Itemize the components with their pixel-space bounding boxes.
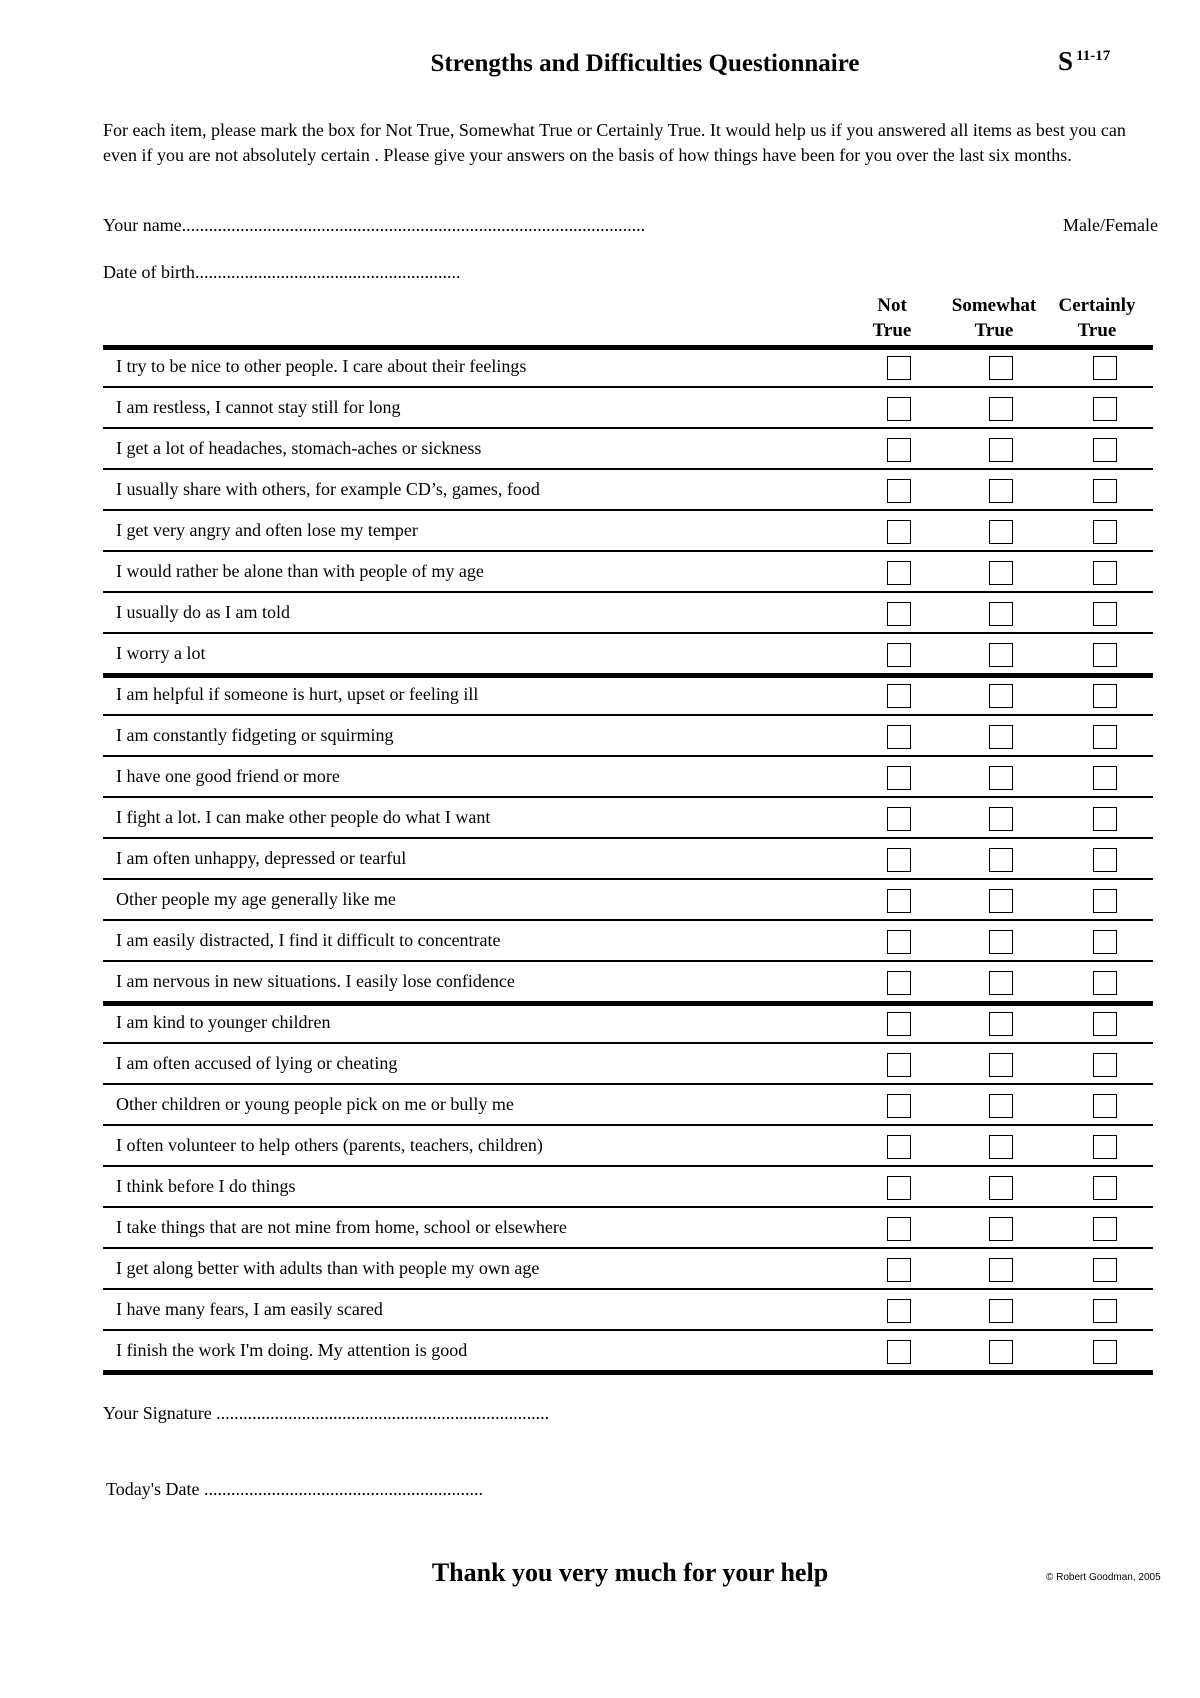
checkbox-somewhat-true[interactable] (989, 438, 1013, 462)
row-divider (103, 796, 1153, 798)
row-divider (103, 550, 1153, 552)
item-text: I think before I do things (116, 1176, 296, 1196)
item-text: I worry a lot (116, 643, 206, 663)
checkbox-certainly-true[interactable] (1093, 479, 1117, 503)
checkbox-certainly-true[interactable] (1093, 725, 1117, 749)
checkbox-not-true[interactable] (887, 1258, 911, 1282)
item-text: I often volunteer to help others (parents, teachers, children) (116, 1135, 543, 1155)
row-divider (103, 591, 1153, 593)
row-divider (103, 386, 1153, 388)
column-header-somewhat-true (934, 293, 1054, 343)
column-header-line1: Somewhat (951, 295, 1037, 316)
checkbox-not-true[interactable] (887, 602, 911, 626)
column-header-certainly-true (1037, 293, 1157, 343)
row-divider (103, 1247, 1153, 1249)
row-divider (103, 1042, 1153, 1044)
item-text: I am easily distracted, I find it difficult to concentrate (116, 930, 501, 950)
item-text: I get a lot of headaches, stomach-aches or sickness (116, 438, 482, 458)
checkbox-somewhat-true[interactable] (989, 479, 1013, 503)
checkbox-not-true[interactable] (887, 479, 911, 503)
checkbox-somewhat-true[interactable] (989, 1135, 1013, 1159)
item-text: I get very angry and often lose my temper (116, 520, 418, 540)
checkbox-certainly-true[interactable] (1093, 643, 1117, 667)
column-header-line1: Not (877, 295, 907, 316)
item-text: I usually share with others, for example CD’s, games, food (116, 479, 540, 499)
item-text: I am often unhappy, depressed or tearful (116, 848, 407, 868)
row-divider (103, 1083, 1153, 1085)
row-divider (103, 755, 1153, 757)
checkbox-somewhat-true[interactable] (989, 807, 1013, 831)
item-text: Other people my age generally like me (116, 889, 396, 909)
checkbox-not-true[interactable] (887, 1176, 911, 1200)
checkbox-not-true[interactable] (887, 807, 911, 831)
checkbox-somewhat-true[interactable] (989, 1176, 1013, 1200)
row-divider (103, 1001, 1153, 1006)
signature-field[interactable]: Your Signature .......................................................................... (103, 1403, 550, 1423)
checkbox-not-true[interactable] (887, 1299, 911, 1323)
page-title: Strengths and Difficulties Questionnaire (430, 50, 860, 77)
row-divider (103, 1165, 1153, 1167)
gender-field[interactable]: Male/Female (1063, 215, 1158, 235)
row-divider (103, 919, 1153, 921)
checkbox-not-true[interactable] (887, 889, 911, 913)
checkbox-somewhat-true[interactable] (989, 561, 1013, 585)
checkbox-somewhat-true[interactable] (989, 930, 1013, 954)
checkbox-somewhat-true[interactable] (989, 848, 1013, 872)
checkbox-somewhat-true[interactable] (989, 602, 1013, 626)
row-divider (103, 1124, 1153, 1126)
checkbox-certainly-true[interactable] (1093, 1340, 1117, 1364)
checkbox-not-true[interactable] (887, 848, 911, 872)
item-text: I would rather be alone than with people of my age (116, 561, 484, 581)
row-divider (103, 509, 1153, 511)
checkbox-not-true[interactable] (887, 520, 911, 544)
date-field[interactable]: Today's Date .............................................................. (106, 1479, 483, 1499)
checkbox-certainly-true[interactable] (1093, 561, 1117, 585)
checkbox-not-true[interactable] (887, 397, 911, 421)
thank-you-message: Thank you very much for your help (431, 1558, 829, 1587)
checkbox-not-true[interactable] (887, 930, 911, 954)
item-text: I am helpful if someone is hurt, upset or feeling ill (116, 684, 479, 704)
checkbox-somewhat-true[interactable] (989, 643, 1013, 667)
item-text: I am constantly fidgeting or squirming (116, 725, 394, 745)
column-header-line1: Certainly (1058, 295, 1136, 316)
item-text: I take things that are not mine from home, school or elsewhere (116, 1217, 567, 1237)
row-divider (103, 632, 1153, 634)
age-range: 11-17 (1076, 48, 1111, 64)
checkbox-certainly-true[interactable] (1093, 520, 1117, 544)
column-header-line2: True (872, 320, 912, 341)
checkbox-certainly-true[interactable] (1093, 1135, 1117, 1159)
checkbox-not-true[interactable] (887, 971, 911, 995)
item-text: I am kind to younger children (116, 1012, 331, 1032)
name-field[interactable]: Your name....................................................................................................... (103, 215, 646, 235)
item-text: I get along better with adults than with people my own age (116, 1258, 540, 1278)
checkbox-not-true[interactable] (887, 356, 911, 380)
checkbox-not-true[interactable] (887, 1340, 911, 1364)
dob-field[interactable]: Date of birth........................................................... (103, 262, 461, 282)
checkbox-somewhat-true[interactable] (989, 1053, 1013, 1077)
checkbox-not-true[interactable] (887, 1135, 911, 1159)
item-text: I fight a lot. I can make other people do what I want (116, 807, 491, 827)
checkbox-certainly-true[interactable] (1093, 971, 1117, 995)
questionnaire-table (103, 345, 1153, 1375)
checkbox-certainly-true[interactable] (1093, 1176, 1117, 1200)
row-divider (103, 837, 1153, 839)
row-divider (103, 1370, 1153, 1375)
checkbox-certainly-true[interactable] (1093, 807, 1117, 831)
copyright: © Robert Goodman, 2005 (1046, 1572, 1161, 1583)
checkbox-somewhat-true[interactable] (989, 397, 1013, 421)
checkbox-not-true[interactable] (887, 1053, 911, 1077)
checkbox-somewhat-true[interactable] (989, 971, 1013, 995)
item-text: I am restless, I cannot stay still for long (116, 397, 401, 417)
item-text: Other children or young people pick on me or bully me (116, 1094, 514, 1114)
checkbox-certainly-true[interactable] (1093, 1094, 1117, 1118)
item-text: I finish the work I'm doing. My attention is good (116, 1340, 468, 1360)
checkbox-somewhat-true[interactable] (989, 1258, 1013, 1282)
row-divider (103, 960, 1153, 962)
checkbox-somewhat-true[interactable] (989, 1340, 1013, 1364)
column-header-line2: True (974, 320, 1014, 341)
checkbox-certainly-true[interactable] (1093, 438, 1117, 462)
checkbox-certainly-true[interactable] (1093, 1299, 1117, 1323)
checkbox-not-true[interactable] (887, 1217, 911, 1241)
checkbox-certainly-true[interactable] (1093, 397, 1117, 421)
row-divider (103, 1206, 1153, 1208)
checkbox-certainly-true[interactable] (1093, 602, 1117, 626)
checkbox-certainly-true[interactable] (1093, 930, 1117, 954)
checkbox-not-true[interactable] (887, 725, 911, 749)
checkbox-not-true[interactable] (887, 561, 911, 585)
checkbox-certainly-true[interactable] (1093, 1012, 1117, 1036)
checkbox-somewhat-true[interactable] (989, 766, 1013, 790)
checkbox-somewhat-true[interactable] (989, 356, 1013, 380)
item-text: I have one good friend or more (116, 766, 340, 786)
checkbox-somewhat-true[interactable] (989, 1094, 1013, 1118)
checkbox-somewhat-true[interactable] (989, 889, 1013, 913)
checkbox-certainly-true[interactable] (1093, 356, 1117, 380)
checkbox-not-true[interactable] (887, 1094, 911, 1118)
item-text: I usually do as I am told (116, 602, 290, 622)
checkbox-somewhat-true[interactable] (989, 1217, 1013, 1241)
checkbox-somewhat-true[interactable] (989, 725, 1013, 749)
row-divider (103, 1288, 1153, 1290)
checkbox-somewhat-true[interactable] (989, 684, 1013, 708)
checkbox-somewhat-true[interactable] (989, 520, 1013, 544)
row-divider (103, 345, 1153, 350)
row-divider (103, 468, 1153, 470)
checkbox-certainly-true[interactable] (1093, 889, 1117, 913)
row-divider (103, 714, 1153, 716)
checkbox-not-true[interactable] (887, 438, 911, 462)
item-text: I try to be nice to other people. I care about their feelings (116, 356, 527, 376)
checkbox-certainly-true[interactable] (1093, 1258, 1117, 1282)
instructions: For each item, please mark the box for Not True, Somewhat True or Certainly True. It would help us if you answered all items as best you can even if you are not absolutely certain . Please give your answers on the basis of how things have been for you over the last six months. (103, 120, 1126, 165)
checkbox-not-true[interactable] (887, 643, 911, 667)
checkbox-not-true[interactable] (887, 766, 911, 790)
row-divider (103, 427, 1153, 429)
checkbox-somewhat-true[interactable] (989, 1299, 1013, 1323)
checkbox-not-true[interactable] (887, 1012, 911, 1036)
column-header-line2: True (1077, 320, 1117, 341)
checkbox-certainly-true[interactable] (1093, 1053, 1117, 1077)
form-code (1058, 46, 1110, 77)
checkbox-certainly-true[interactable] (1093, 1217, 1117, 1241)
checkbox-somewhat-true[interactable] (989, 1012, 1013, 1036)
row-divider (103, 878, 1153, 880)
checkbox-not-true[interactable] (887, 684, 911, 708)
checkbox-certainly-true[interactable] (1093, 684, 1117, 708)
item-text: I am nervous in new situations. I easily lose confidence (116, 971, 515, 991)
row-divider (103, 673, 1153, 678)
form-code-letter: S (1058, 46, 1074, 76)
checkbox-certainly-true[interactable] (1093, 848, 1117, 872)
checkbox-certainly-true[interactable] (1093, 766, 1117, 790)
row-divider (103, 1329, 1153, 1331)
item-text: I have many fears, I am easily scared (116, 1299, 383, 1319)
item-text: I am often accused of lying or cheating (116, 1053, 398, 1073)
